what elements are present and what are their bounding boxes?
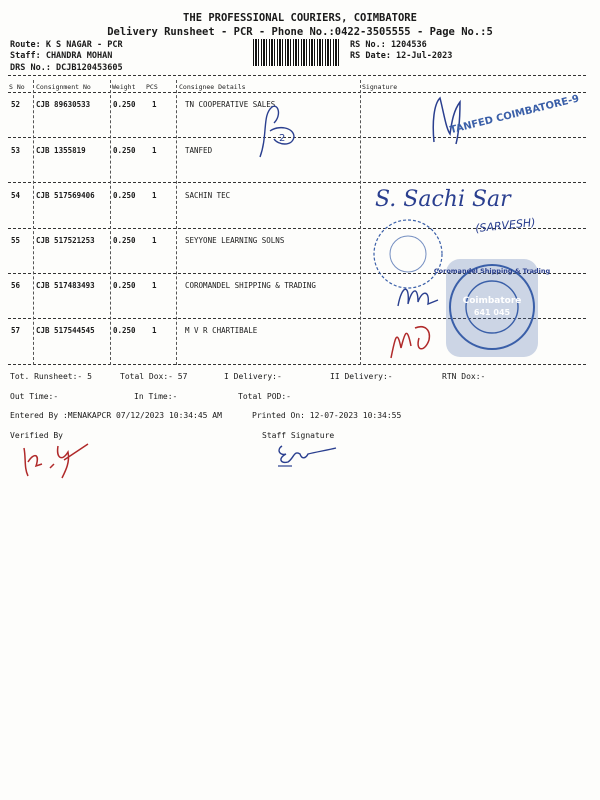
rs-date: RS Date: 12-Jul-2023 <box>350 51 453 61</box>
signature-name: S. Sachi Sar <box>375 187 511 212</box>
verified-by-label: Verified By <box>10 431 63 440</box>
row-pcs: 1 <box>152 326 157 335</box>
seal-text: Coromandel Shipping & Trading <box>433 267 551 275</box>
row-sno: 56 <box>11 281 21 290</box>
row-sno: 55 <box>11 236 21 245</box>
staff-label: Staff: CHANDRA MOHAN <box>10 51 113 61</box>
row-consignment: CJB 517544545 <box>36 326 95 335</box>
row-consignee: TN COOPERATIVE SALES <box>185 100 276 109</box>
staff-signature <box>272 440 342 470</box>
table-bottom-rule <box>8 364 586 365</box>
row-consignment: CJB 517483493 <box>36 281 95 290</box>
row-pcs: 1 <box>152 281 157 290</box>
row-pcs: 1 <box>152 191 157 200</box>
column-divider <box>110 80 111 365</box>
row-sno: 54 <box>11 191 21 200</box>
company-title: THE PROFESSIONAL COURIERS, COIMBATORE <box>183 12 417 24</box>
barcode <box>253 39 339 66</box>
row-consignee: SEYYONE LEARNING SOLNS <box>185 236 285 245</box>
out-time: Out Time:- <box>10 392 59 401</box>
row-consignment: CJB 89630533 <box>36 100 91 109</box>
row-weight: 0.250 <box>113 236 136 245</box>
row-sno: 52 <box>11 100 21 109</box>
row-pcs: 1 <box>152 236 157 245</box>
column-divider <box>33 80 34 365</box>
tanfed-stamp <box>420 92 581 154</box>
entered-by: Entered By :MENAKAPCR 07/12/2023 10:34:45 AM <box>10 411 222 420</box>
staff-signature-label: Staff Signature <box>262 431 335 440</box>
row-sno: 57 <box>11 326 21 335</box>
seal-pin: 641 045 <box>473 308 511 317</box>
col-signature: Signature <box>362 83 398 91</box>
row-weight: 0.250 <box>113 191 136 200</box>
runsheet-subtitle: Delivery Runsheet - PCR - Phone No.:0422-3505555 - Page No.:5 <box>107 26 493 38</box>
total-dox: Total Dox:- 57 <box>120 372 188 381</box>
total-pod: Total POD:- <box>238 392 291 401</box>
verifier-signature <box>18 438 98 483</box>
column-divider <box>176 80 177 365</box>
row-consignee: COROMANDEL SHIPPING & TRADING <box>185 281 316 290</box>
rs-number: RS No.: 1204536 <box>350 40 427 50</box>
i-delivery: I Delivery:- <box>224 372 282 381</box>
row57-red-initials <box>385 318 440 363</box>
row-consignee: M V R CHARTIBALE <box>185 326 258 335</box>
column-divider <box>360 80 361 365</box>
route-label: Route: K S NAGAR - PCR <box>10 40 123 50</box>
row-pcs: 1 <box>152 146 157 155</box>
row-consignment: CJB 517569406 <box>36 191 95 200</box>
in-time: In Time:- <box>134 392 178 401</box>
col-sno: S No <box>9 83 25 91</box>
row-consignment: CJB 1355819 <box>36 146 86 155</box>
drs-number: DRS No.: DCJB120453605 <box>10 63 123 73</box>
printed-on: Printed On: 12-07-2023 10:34:55 <box>252 411 402 420</box>
company-seal <box>433 255 551 360</box>
col-weight: Weight <box>112 83 136 91</box>
row-consignment: CJB 517521253 <box>36 236 95 245</box>
col-consignment: Consignment No <box>36 83 91 91</box>
seal-city: Coimbatore <box>462 296 522 306</box>
table-top-rule <box>8 75 586 76</box>
row-pcs: 1 <box>152 100 157 109</box>
col-consignee: Consignee Details <box>179 83 246 91</box>
total-runsheet: Tot. Runsheet:- 5 <box>10 372 92 381</box>
row-weight: 0.250 <box>113 326 136 335</box>
col-pcs: PCS <box>146 83 158 91</box>
tick-mark-scribble <box>250 95 310 165</box>
row-consignee: TANFED <box>185 146 213 155</box>
row-weight: 0.250 <box>113 281 136 290</box>
ii-delivery: II Delivery:- <box>330 372 393 381</box>
row-consignee: SACHIN TEC <box>185 191 231 200</box>
svg-text:2: 2 <box>279 133 286 144</box>
row-weight: 0.250 <box>113 100 136 109</box>
row56-initials <box>394 278 444 313</box>
signature-name: (SARVESH) <box>474 215 537 236</box>
row-sno: 53 <box>11 146 21 155</box>
row-weight: 0.250 <box>113 146 136 155</box>
stamp-text: TANFED COIMBATORE-9 <box>448 93 581 137</box>
rtn-dox: RTN Dox:- <box>442 372 486 381</box>
